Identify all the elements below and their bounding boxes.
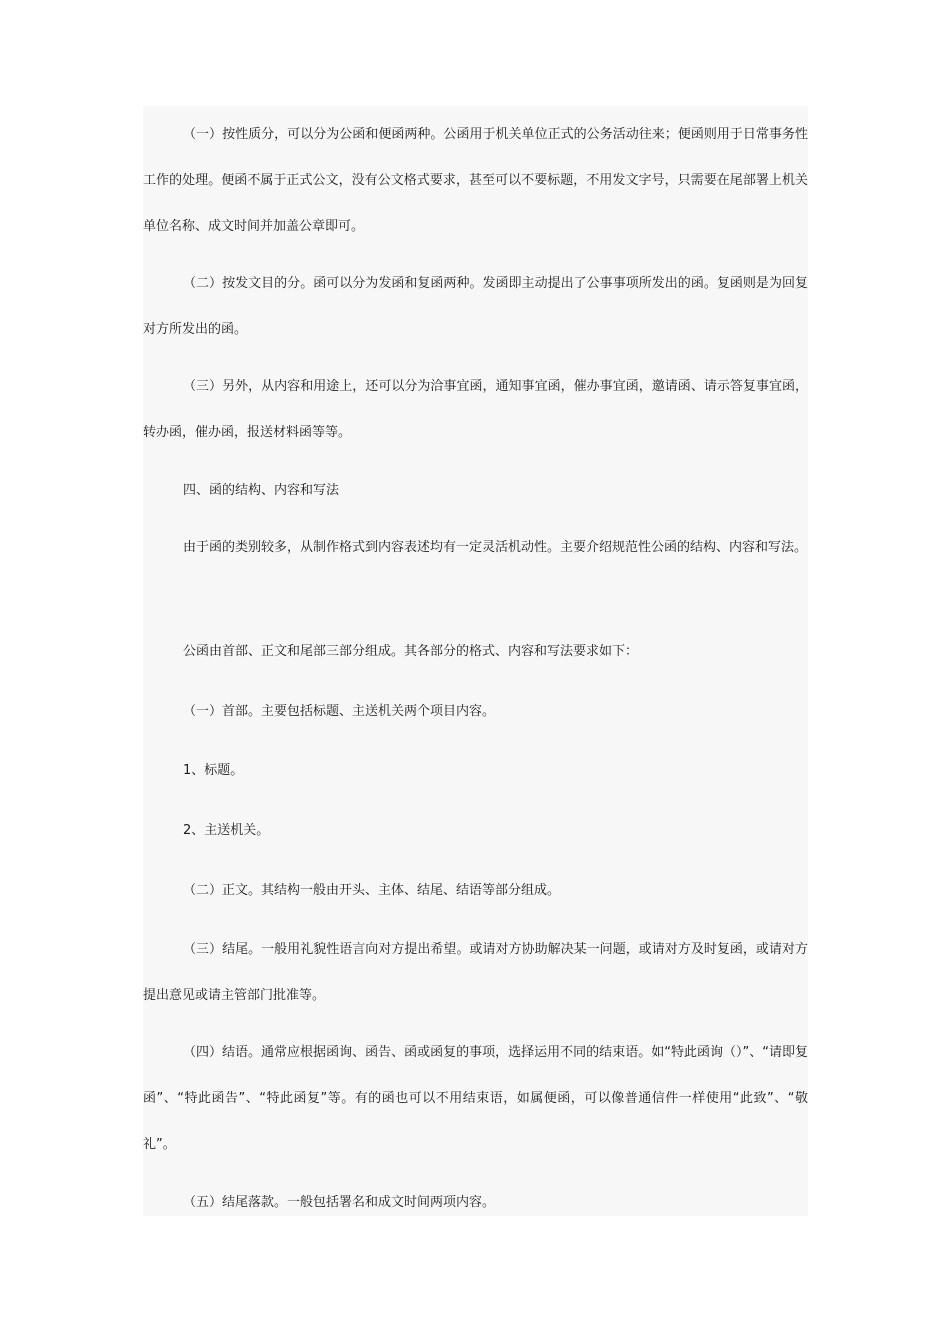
- paragraph-intro: 由于函的类别较多，从制作格式到内容表述均有一定灵活机动性。主要介绍规范性公函的结构、内容和写法。: [183, 540, 808, 555]
- paragraph-header-part: （一）首部。主要包括标题、主送机关两个项目内容。: [183, 704, 496, 719]
- paragraph-composition: 公函由首部、正文和尾部三部分组成。其各部分的格式、内容和写法要求如下：: [183, 644, 639, 659]
- paragraph-closing-words: （四）结语。通常应根据函询、函告、函或函复的事项，选择运用不同的结束语。如“特此函询（）”、“请即复函”、“特此函告”、“特此函复”等。有的函也可以不用结束语，如属便函，可以像普通信件一样使用“此致”、“敬礼”。: [143, 1045, 808, 1152]
- paragraph-signature: （五）结尾落款。一般包括署名和成文时间两项内容。: [183, 1195, 496, 1210]
- paragraph-classification-by-purpose: （二）按发文目的分。函可以分为发函和复函两种。发函即主动提出了公事事项所发出的函。复函则是为回复对方所发出的函。: [143, 276, 808, 337]
- section-heading-structure: 四、函的结构、内容和写法: [183, 483, 340, 498]
- paragraph-classification-by-content: （三）另外，从内容和用途上，还可以分为洽事宜函，通知事宜函，催办事宜函，邀请函、请示答复事宜函，转办函，催办函，报送材料函等等。: [143, 379, 808, 440]
- paragraph-ending: （三）结尾。一般用礼貌性语言向对方提出希望。或请对方协助解决某一问题，或请对方及时复函，或请对方提出意见或请主管部门批准等。: [143, 942, 808, 1003]
- list-item-title: 1、标题。: [183, 763, 244, 778]
- list-item-recipient: 2、主送机关。: [183, 823, 270, 838]
- paragraph-body-part: （二）正文。其结构一般由开头、主体、结尾、结语等部分组成。: [183, 883, 561, 898]
- paragraph-classification-by-nature: （一）按性质分，可以分为公函和便函两种。公函用于机关单位正式的公务活动往来；便函则用于日常事务性工作的处理。便函不属于正式公文，没有公文格式要求，甚至可以不要标题，不用发文字号，只需要在尾部署上机关单位名称、成文时间并加盖公章即可。: [143, 127, 808, 234]
